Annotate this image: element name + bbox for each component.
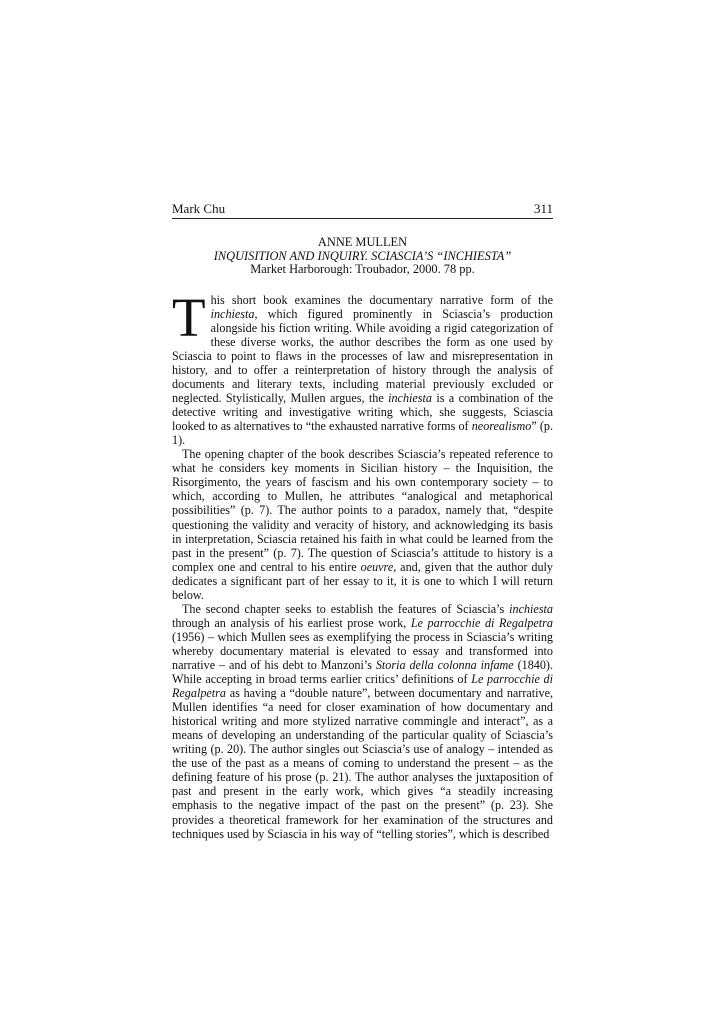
text-span: his short book examines the documentary narrative form of the [210, 292, 553, 307]
italic-term: inchiesta [509, 601, 553, 616]
italic-term: neorealismo [471, 419, 532, 434]
running-head [172, 201, 553, 219]
italic-title: Le parrocchie di Regalpetra [410, 615, 553, 630]
page [172, 201, 553, 841]
paragraph-2 [172, 447, 553, 602]
text-span: (1956) – which Mullen sees as exemplifying the process in Sciascia’s writing whereby documentary material is elevated to essay and transformed into narrative – and of his debt to Manzoni’s [172, 629, 553, 672]
text-span: (1840). While accepting in broad terms earlier critics’ definitions of [172, 658, 553, 687]
text-span: is a combination of the detective writing and investigative writing which, she suggests, Sciascia looked to as alternatives to “the exhausted narrative forms of [172, 391, 553, 434]
page-number: 311 [533, 201, 553, 216]
italic-title: Storia della colonna infame [375, 658, 514, 672]
text-span: as having a “double nature”, between documentary and narrative, Mullen identifies “a need for closer examination of how documentary and historical writing and more stylized narrative commingle and interact”, as a means of developing an understanding of the particular quality of Sciascia’s writing (p. 20). The author singles out Sciascia’s use of analogy – intended as the use of the past as a means of coming to understand the present – as the defining feature of his prose (p. 21). The author analyses the juxtaposition of past and present in the early work, which gives “a steadily increasing emphasis to the negative impact of the past on the present” (p. 23). She provides a theoretical framework for her examination of the structures and techniques used by Sciascia in his way of “telling stories”, which is described [172, 686, 553, 841]
paragraph-3 [172, 602, 553, 841]
review-header [172, 236, 553, 277]
italic-title: Le parrocchie di Regalpetra [172, 672, 553, 701]
running-head-author: Mark Chu [172, 201, 226, 216]
text-span: , which figured prominently in Sciascia’s production alongside his fiction writing. While avoiding a rigid categorization of these diverse works, the author describes the form as one used by Sciascia to point to flaws in the processes of law and misrepresentation in history, and to offer a reinterpretation of history through the analysis of documents and literary texts, including material previously excluded or neglected. Stylistically, Mullen argues, the [172, 306, 553, 406]
book-title: INQUISITION AND INQUIRY. SCIASCIA’S “INCHIESTA” [213, 248, 512, 263]
italic-term: inchiesta [210, 306, 255, 321]
text-span: ” (p. 1). [172, 419, 553, 448]
paragraph-1 [172, 286, 553, 448]
drop-cap: T [172, 286, 206, 348]
review-body [172, 286, 553, 841]
book-author: ANNE MULLEN [317, 235, 408, 249]
italic-term: oeuvre [360, 559, 394, 574]
italic-term: inchiesta [388, 391, 432, 406]
publication-info: Market Harborough: Troubador, 2000. 78 pp. [250, 262, 475, 277]
text-span: The opening chapter of the book describes Sciascia’s repeated reference to what he considers key moments in Sicilian history – the Inquisition, the Risorgimento, the years of fascism and his own contemporary society – to which, according to Mullen, he attributes “analogical and metaphorical possibilities” (p. 7). The author points to a paradox, namely that, “despite questioning the validity and veracity of history, and acknowledging its basis in interpretation, Sciascia retained his faith in what could be learned from the past in the present” (p. 7). The question of Sciascia’s attitude to history is a complex one and central to his entire [172, 447, 553, 574]
text-span: through an analysis of his earliest prose work, [172, 615, 411, 630]
text-span: The second chapter seeks to establish the features of Sciascia’s [182, 601, 510, 616]
text-span: , and, given that the author duly dedicates a significant part of her essay to it, it is one to which I will return below. [172, 559, 553, 602]
